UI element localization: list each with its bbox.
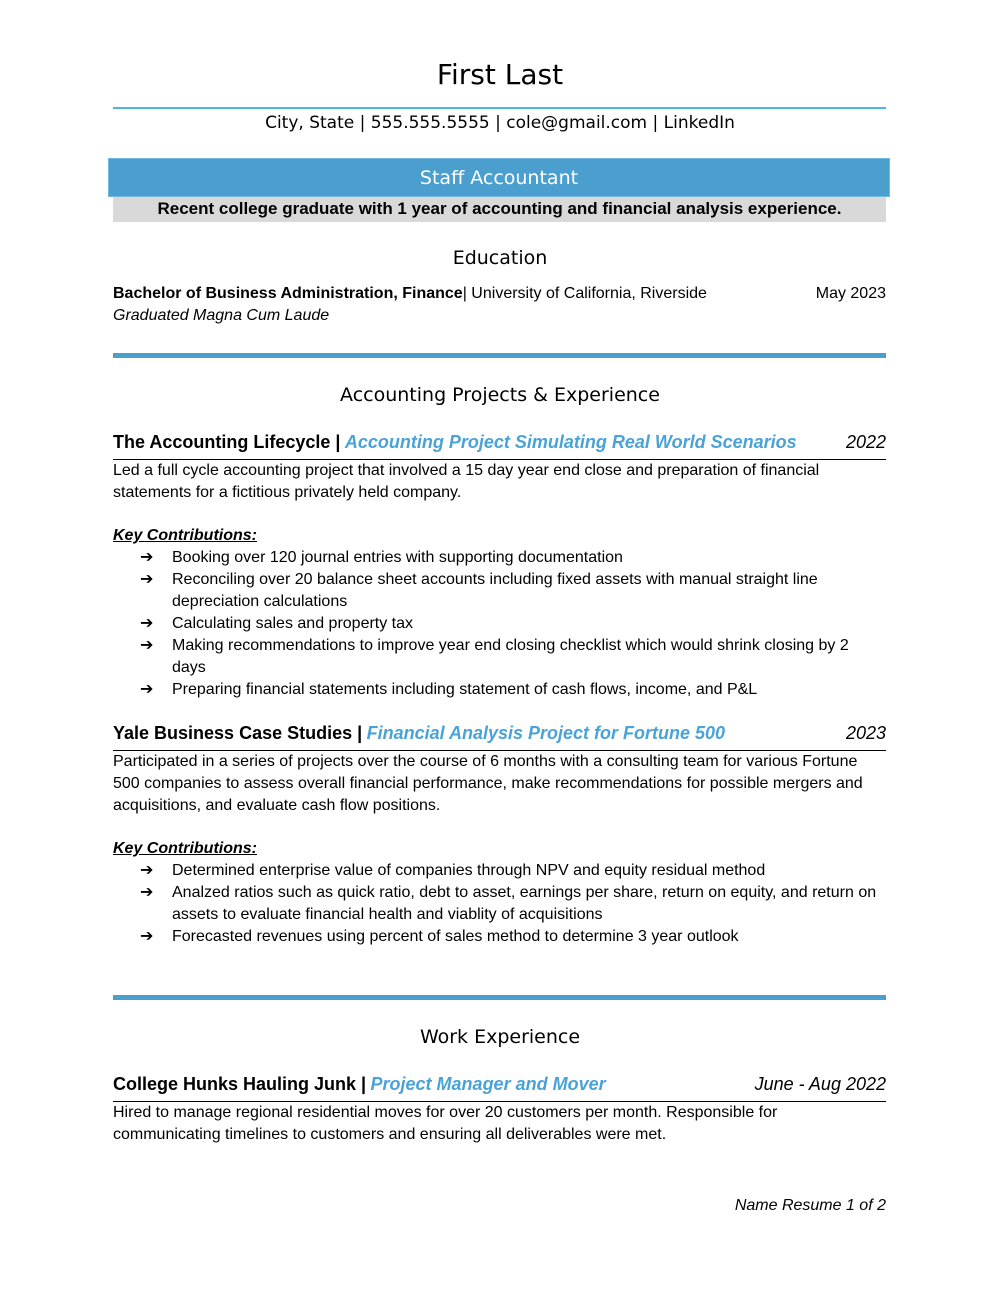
list-item: ➔ Preparing financial statements including statement of cash flows, income, and P&L (113, 679, 886, 701)
education-heading: Education (452, 247, 548, 269)
summary: Recent college graduate with 1 year of accounting and financial analysis experience. (113, 197, 886, 222)
project-description: Participated in a series of projects over the course of 6 months with a consulting team for various Fortune 500 companies to assess overall financial performance, make recommendations for possible mergers and acquisitions, and evaluate cash flow positions. (113, 753, 863, 814)
project-contributions: Key Contributions: ➔ Determined enterprise value of companies through NPV and equity residual method ➔ Analzed ratios such as quick ratio, debt to asset, earnings per share, return on equity, and return on assets to evaluate financial health and viablity of acquisitions ➔ Forecasted revenues using percent of sales method to determine 3 year outlook (113, 838, 886, 948)
education-date: May 2023 (815, 285, 886, 302)
education-entry (113, 285, 886, 303)
job-role: Project Manager and Mover (370, 1074, 606, 1094)
list-item: ➔ Forecasted revenues using percent of sales method to determine 3 year outlook (113, 926, 886, 948)
job-description: Hired to manage regional residential moves for over 20 customers per month. Responsible for communicating timelines to customers and ensuring all deliverables were met. (113, 1104, 778, 1143)
list-item: ➔ Calculating sales and property tax (113, 613, 886, 635)
job-date: June - Aug 2022 (754, 1074, 886, 1094)
project-header: Yale Business Case Studies | Financial Analysis Project for Fortune 500 2023 (113, 723, 886, 743)
arrow-icon: ➔ (140, 884, 154, 901)
arrow-icon: ➔ (140, 571, 154, 588)
job-title-banner: Staff Accountant (108, 158, 890, 197)
candidate-name: First Last (436, 58, 564, 91)
project-year: 2022 (845, 432, 886, 452)
section-divider (113, 353, 886, 358)
project-year: 2023 (845, 723, 886, 743)
section-divider (113, 995, 886, 1000)
arrow-icon: ➔ (140, 862, 154, 879)
job-header: College Hunks Hauling Junk | Project Manager and Mover June - Aug 2022 (113, 1074, 886, 1094)
list-item: ➔ Determined enterprise value of companies through NPV and equity residual method (113, 860, 886, 882)
project-contributions: Key Contributions: ➔ Booking over 120 journal entries with supporting documentation ➔ Reconciling over 20 balance sheet accounts including fixed assets with manual straight line depreciation calculations ➔ Calculating sales and property tax ➔ Making recommendations to improve year end closing checklist which would shrink closing by 2 days ➔ Preparing financial statements including statement of cash flows, income, and P&L (113, 525, 886, 701)
project-subtitle: Financial Analysis Project for Fortune 500 (366, 723, 726, 743)
honors: Graduated Magna Cum Laude (113, 307, 330, 324)
arrow-icon: ➔ (140, 549, 154, 566)
degree: Bachelor of Business Administration, Finance (113, 285, 463, 302)
arrow-icon: ➔ (140, 637, 154, 654)
project-subtitle: Accounting Project Simulating Real World Scenarios (344, 432, 797, 452)
list-item: ➔ Reconciling over 20 balance sheet accounts including fixed assets with manual straight line depreciation calculations (140, 571, 818, 610)
list-item: ➔ Booking over 120 journal entries with supporting documentation (113, 547, 886, 569)
arrow-icon: ➔ (140, 615, 154, 632)
work-heading: Work Experience (419, 1026, 581, 1048)
school: | University of California, Riverside (462, 285, 707, 302)
arrow-icon: ➔ (140, 681, 154, 698)
project-header: The Accounting Lifecycle | Accounting Project Simulating Real World Scenarios 2022 (113, 432, 886, 452)
project-description: Led a full cycle accounting project that involved a 15 day year end close and preparation of financial statements for a fictitious privately held company. (113, 462, 820, 501)
projects-heading: Accounting Projects & Experience (340, 384, 660, 406)
list-item: ➔ Analzed ratios such as quick ratio, debt to asset, earnings per share, return on equity, and return on assets to evaluate financial health and viablity of acquisitions (140, 884, 877, 923)
divider (113, 107, 886, 109)
list-item: ➔ Making recommendations to improve year end closing checklist which would shrink closing by 2 days (140, 637, 849, 676)
arrow-icon: ➔ (140, 928, 154, 945)
contact-info: City, State | 555.555.5555 | cole@gmail.com | LinkedIn (265, 113, 735, 133)
page-footer: Name Resume 1 of 2 (734, 1197, 886, 1214)
